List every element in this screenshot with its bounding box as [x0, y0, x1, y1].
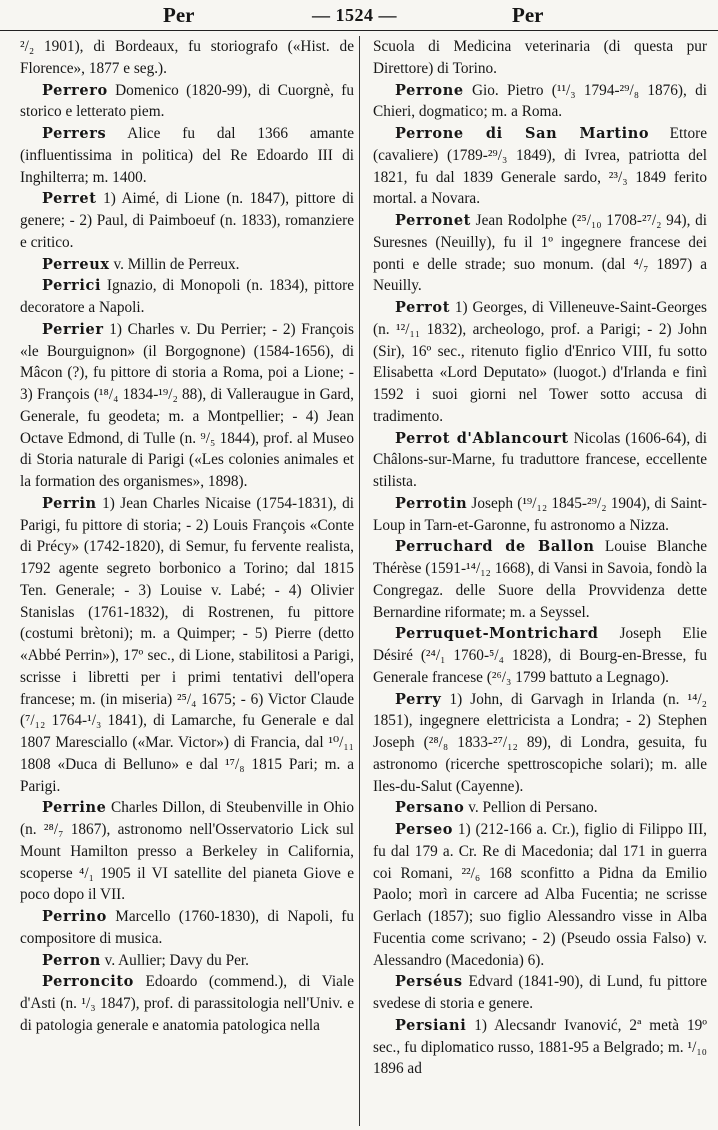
entry-headword: Perrero — [42, 81, 108, 99]
entry — [373, 210, 707, 297]
entry — [20, 797, 354, 906]
entry-text: Gio. Pietro (¹¹/₃ 1794-²⁹/₈ 1876), di Chieri, dogmatico; m. a Roma. — [373, 81, 707, 121]
entry-text: Edoardo (commend.), di Viale d'Asti (n. ¹/₃ 1847), prof. di parassitologia nell'Univ. e di patologia generale e anatomia patologica nella — [20, 973, 354, 1034]
entry-text: Joseph (¹⁹/₁₂ 1845-²⁹/₂ 1904), di Saint-Loup in Tarn-et-Garonne, fu astronomo a Nizza. — [373, 494, 707, 534]
entry-headword: Perrici — [42, 277, 102, 295]
entry-headword: Persano — [395, 799, 465, 817]
entry-text: Charles Dillon, di Steubenville in Ohio (n. ²⁸/₇ 1867), astronomo nell'Osservatorio Lick sul Mount Hamilton presso a Berkeley in California, scoperse ⁴/₁ 1905 il VI satellite del pianeta Giove e poco dopo il VII. — [20, 799, 354, 904]
entry — [373, 819, 707, 971]
entry-text: Marcello (1760-1830), di Napoli, fu compositore di musica. — [20, 908, 355, 947]
entry — [20, 275, 354, 319]
entry — [20, 80, 354, 124]
entry-headword: Perronet — [395, 212, 471, 229]
entry-headword: Perron — [42, 951, 101, 969]
column-divider — [359, 36, 360, 1126]
entry-text: Edvard (1841-90), di Lund, fu pittore svedese di storia e genere. — [373, 973, 707, 1012]
header-left-guideword: Per — [163, 3, 195, 27]
entry-headword: Perrot d'Ablancourt — [395, 429, 569, 447]
entry-headword: Perseo — [395, 821, 454, 838]
entry-headword: Perrone — [395, 81, 464, 99]
header-right-guideword: Per — [512, 3, 544, 27]
entry-text: 1) (212-166 a. Cr.), figlio di Filippo III, fu dal 179 a. Cr. Re di Macedonia; dal 171 in guerra coi Romani, ²²/₆ 168 sconfitto a Pidna da Emilio Paolo; morì in carcere ad Alba Fucentia; ne scrisse Gerlach (1857); suo figlio Alessandro visse in Alba Fucentia come scrivano; - 2) (Pseudo ossia Falso) v. Alessandro (Macedonia) 6). — [373, 821, 707, 969]
entry-headword: Persiani — [395, 1016, 467, 1034]
entry-headword: Perrin — [42, 494, 97, 512]
entry-headword: Perreux — [42, 255, 110, 273]
entry — [20, 254, 354, 276]
left-column — [20, 36, 354, 1037]
entry — [373, 493, 707, 537]
entry-text: Jean Rodolphe (²⁵/₁₀ 1708-²⁷/₂ 94), di Suresnes (Neuilly), fu il 1º ingegnere francese dei ponti e delle strade; suo monum. (dal ⁴/₇ 1897) a Neuilly. — [373, 212, 707, 295]
entry — [20, 188, 354, 253]
running-header — [0, 0, 718, 31]
entry-text: Ettore (cavaliere) (1789-²⁹/₃ 1849), di Ivrea, patriotta del 1821, fu dal 1839 Generale sardo, ²³/₃ 1849 ferito mortal. a Novara. — [373, 125, 707, 208]
entry-headword: Perrino — [42, 908, 107, 925]
entry-headword: Perrine — [42, 799, 107, 817]
entry — [20, 319, 354, 493]
entry-headword: Perrers — [42, 125, 107, 142]
entry — [20, 906, 354, 950]
entry-text: Louise Blanche Thérèse (1591-¹⁴/₁₂ 1668), di Vansi in Savoia, fondò la Congregaz. delle Suore della Provvidenza dette Bernardine riformate; m. a Seyssel. — [373, 538, 708, 621]
entry-text: v. Pellion di Persano. — [468, 799, 598, 817]
entry — [20, 493, 354, 798]
entry-text: Scuola di Medicina veterinaria (di questa pur Direttore) di Torino. — [373, 38, 707, 77]
right-column — [373, 36, 707, 1080]
entry-text: Alice fu dal 1366 amante (influentissima in politica) del Re Edoardo III di Inghilterra; m. 1400. — [20, 125, 354, 186]
entry-text: Ignazio, di Monopoli (n. 1834), pittore decoratore a Napoli. — [20, 277, 354, 316]
entry-headword: Perroncito — [42, 973, 134, 991]
entry-text: Nicolas (1606-64), di Châlons-sur-Marne, fu traduttore francese, eccellente stilista. — [373, 429, 707, 490]
entry — [373, 80, 707, 124]
entry — [373, 623, 707, 688]
entry — [373, 36, 707, 80]
entry-text: ²/₂ 1901), di Bordeaux, fu storiografo («Hist. de Florence», 1877 e seg.). — [20, 38, 354, 77]
entry-text: Domenico (1820-99), di Cuorgnè, fu storico e letterato piem. — [20, 81, 354, 121]
entry-text: Joseph Elie Désiré (²⁴/₁ 1760-⁵/₄ 1828), di Bourg-en-Bresse, fu Generale francese (²⁶/₃ 1799 battuto a Legnago). — [373, 625, 707, 686]
entry-text: 1) Alecsandr Ivanović, 2ª metà 19º sec., fu diplomatico russo, 1881-95 a Belgrado; m. ¹/₁₀ 1896 ad — [373, 1016, 707, 1078]
entry — [373, 689, 707, 798]
entry — [373, 797, 707, 819]
entry — [373, 536, 707, 623]
entry-headword: Perséus — [395, 973, 463, 991]
entry-headword: Perrier — [42, 320, 104, 338]
entry-text: 1) John, di Garvagh in Irlanda (n. ¹⁴/₂ 1851), ingegnere elettricista a Londra; - 2) Stephen Joseph (²⁸/₈ 1833-²⁷/₁₂ 89), di Londra, gesuita, fu astronomo (ricerche spettroscopiche solari); m. alle Iles-du-Salut (Cayenne). — [373, 690, 707, 795]
entry — [373, 123, 707, 210]
entry-text: 1) Georges, di Villeneuve-Saint-Georges (n. ¹²/₁₁ 1832), archeologo, prof. a Parigi; - 2) John (Sir), 16º sec., ritenuto figlio d'Enrico VIII, fu sotto Elisabetta «Lord Deputato» (luogot.) d'Irlanda e finì 1592 i suoi giorni nel Tower sotto accusa di tradimento. — [373, 299, 708, 425]
entry — [373, 297, 707, 428]
entry-headword: Perruquet-Montrichard — [395, 625, 599, 643]
entry-text: 1) Charles v. Du Perrier; - 2) François «le Bourguignon» (il Borgognone) (1584-1656), di Mâcon (?), fu pittore di storia a Roma, poi a Lione; - 3) François (¹⁸/₄ 1834-¹⁹/₂ 88), di Valleraugue in Gard, Generale, fu geodeta; m. a Montpellier; - 4) Jean Octave Edmond, di Tulle (n. ⁹/₅ 1844), prof. al Museo di Storia naturale di Parigi («Les colonies animales et la formation des organismes», 1898). — [20, 320, 354, 490]
entry — [20, 950, 354, 972]
entry-text: v. Millin de Perreux. — [113, 255, 240, 273]
entry-headword: Perry — [395, 690, 442, 708]
page-number: — 1524 — — [312, 5, 397, 25]
entry — [373, 971, 707, 1015]
entry-headword: Perret — [42, 190, 97, 208]
entry — [20, 36, 354, 80]
entry-text: 1) Aimé, di Lione (n. 1847), pittore di genere; - 2) Paul, di Paimboeuf (n. 1833), romanziere e critico. — [20, 190, 354, 251]
entry — [20, 123, 354, 188]
entry-headword: Perrotin — [395, 494, 468, 512]
entry — [20, 971, 354, 1036]
entry-headword: Perruchard de Ballon — [395, 538, 595, 556]
entry — [373, 428, 707, 493]
entry-text: 1) Jean Charles Nicaise (1754-1831), di Parigi, fu pittore di storia; - 2) Louis François «Conte di Précy» (1742-1820), di Semur, fu fervente realista, 1792 agente segreto borbonico a Torino; dal 1815 Ten. Generale; - 3) Louise v. Labé; - 4) Olivier Stanislas (1761-1832), di Rostrenen, fu pittore (costumi brètoni); m. a Quimper; - 5) Pierre (detto «Abbé Perrin»), 17º sec., di Lione, stabilitosi a Parigi, scrisse i libretti per i primi tentativi dell'opera francese; m. (in miseria) ²⁵/₄ 1675; - 6) Victor Claude (⁷/₁₂ 1764-¹/₃ 1841), di Lamarche, fu Generale e dal 1807 Maresciallo («Mar. Victor») di Francia, dal ¹⁰/₁₁ 1808 «Duca di Belluno» e dal ¹⁷/₈ 1815 Pari; m. a Parigi. — [20, 494, 354, 795]
entry-headword: Perrot — [395, 299, 450, 316]
entry — [373, 1015, 707, 1080]
entry-headword: Perrone di San Martino — [395, 125, 650, 142]
entry-text: v. Aullier; Davy du Per. — [104, 951, 249, 969]
